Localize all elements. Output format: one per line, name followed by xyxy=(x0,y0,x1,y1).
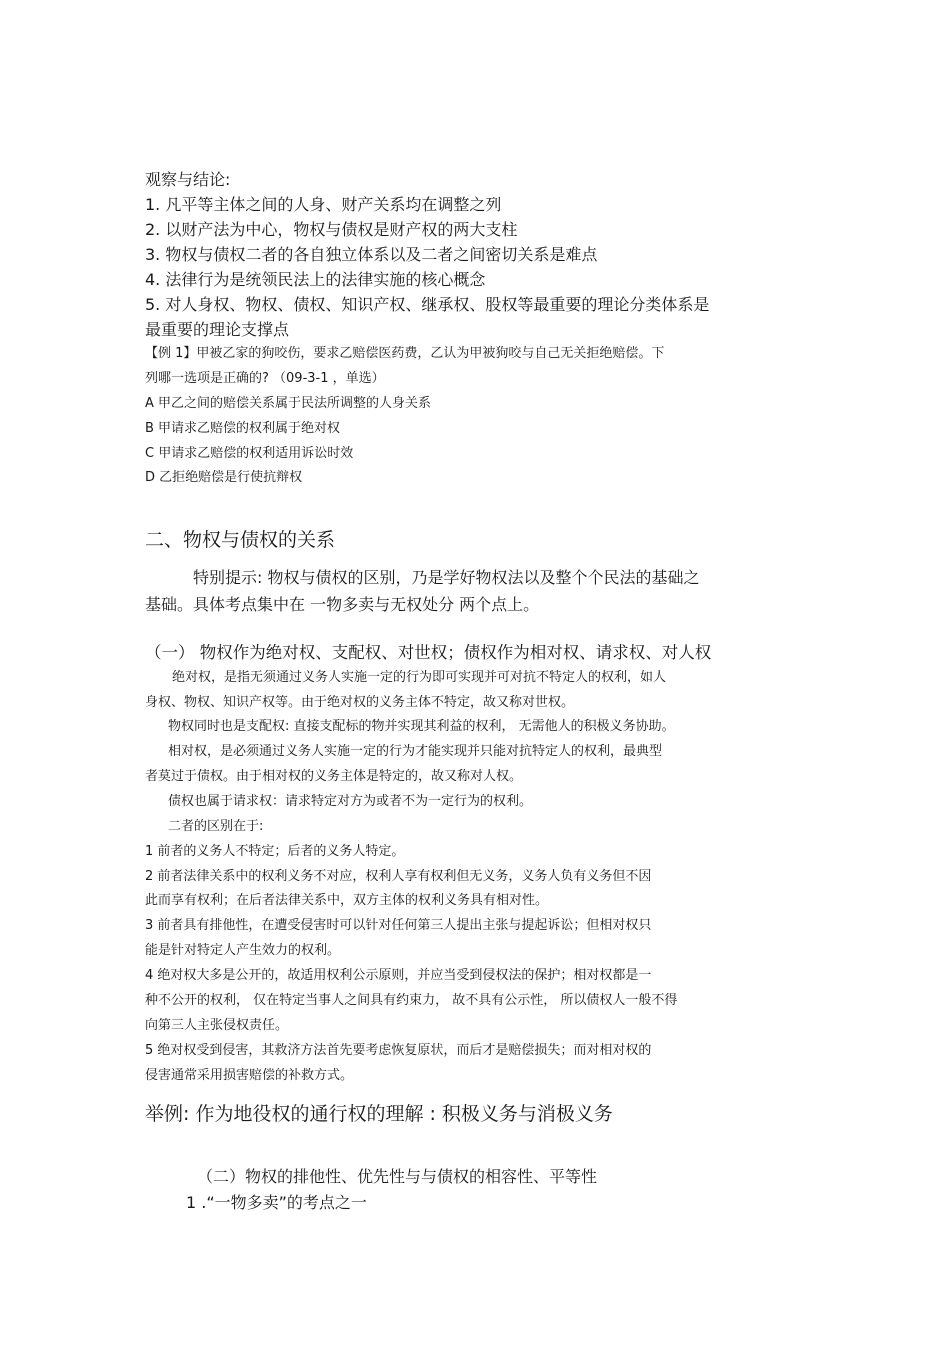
observe-item-2: 2. 以财产法为中心，物权与债权是财产权的两大支柱 xyxy=(145,220,518,239)
part1-heading: （一） 物权作为绝对权、支配权、对世权；债权作为相对权、请求权、对人权 xyxy=(145,643,712,662)
observe-item-3: 3. 物权与债权二者的各自独立体系以及二者之间密切关系是难点 xyxy=(145,245,598,264)
difference-3-cont: 能是针对特定人产生效力的权利。 xyxy=(145,943,341,958)
example1-option-d: D 乙拒绝赔偿是行使抗辩权 xyxy=(145,470,303,485)
difference-4-cont: 种不公开的权利， 仅在特定当事人之间具有约束力， 故不具有公示性， 所以债权人一般不得 xyxy=(145,993,678,1008)
part1-line: 者莫过于债权。由于相对权的义务主体是特定的，故又称对人权。 xyxy=(145,769,523,784)
difference-3: 3 前者具有排他性，在遭受侵害时可以针对任何第三人提出主张与提起诉讼；但相对权只 xyxy=(145,918,652,933)
observe-item-5: 5. 对人身权、物权、债权、知识产权、继承权、股权等最重要的理论分类体系是 xyxy=(145,295,710,314)
part1-line: 物权同时也是支配权: 直接支配标的物并实现其利益的权利， 无需他人的积极义务协助。 xyxy=(168,719,675,734)
tip-line-2: 基础。具体考点集中在 一物多卖与无权处分 两个点上。 xyxy=(145,595,540,614)
example1-option-b: B 甲请求乙赔偿的权利属于绝对权 xyxy=(145,421,341,436)
part1-line: 二者的区别在于: xyxy=(168,819,264,834)
difference-2-cont: 此而享有权利；在后者法律关系中，双方主体的权利义务具有相对性。 xyxy=(145,893,549,908)
observe-item-5-cont: 最重要的理论支撑点 xyxy=(145,320,290,339)
observe-item-4: 4. 法律行为是统领民法上的法律实施的核心概念 xyxy=(145,270,486,289)
part1-line: 相对权，是必须通过义务人实施一定的行为才能实现并只能对抗特定人的权利，最典型 xyxy=(168,744,663,759)
section-title: 二、物权与债权的关系 xyxy=(145,529,336,551)
part1-line: 债权也属于请求权：请求特定对方为或者不为一定行为的权利。 xyxy=(168,794,533,809)
part1-line: 身权、物权、知识产权等。由于绝对权的义务主体不特定，故又称对世权。 xyxy=(145,695,575,710)
difference-2: 2 前者法律关系中的权利义务不对应，权利人享有权利但无义务，义务人负有义务但不因 xyxy=(145,869,652,884)
difference-4-cont: 向第三人主张侵权责任。 xyxy=(145,1018,289,1033)
part1-line: 绝对权，是指无须通过义务人实施一定的行为即可实现并可对抗不特定人的权利，如人 xyxy=(172,670,667,685)
observe-heading: 观察与结论: xyxy=(145,170,231,189)
difference-5-cont: 侵害通常采用损害赔偿的补救方式。 xyxy=(145,1068,354,1083)
difference-1: 1 前者的义务人不特定；后者的义务人特定。 xyxy=(145,844,405,859)
example1-option-a: A 甲乙之间的赔偿关系属于民法所调整的人身关系 xyxy=(145,396,432,411)
difference-5: 5 绝对权受到侵害，其救济方法首先要考虑恢复原状，而后才是赔偿损失；而对相对权的 xyxy=(145,1043,652,1058)
example1-question: 【例 1】甲被乙家的狗咬伤，要求乙赔偿医药费，乙认为甲被狗咬与自己无关拒绝赔偿。下 xyxy=(145,346,665,361)
observe-item-1: 1. 凡平等主体之间的人身、财产关系均在调整之列 xyxy=(145,195,502,214)
example1-question-cont: 列哪一选项是正确的? （09-3-1 ，单选） xyxy=(145,371,385,386)
tip-line-1: 特别提示: 物权与债权的区别，乃是学好物权法以及整个个民法的基础之 xyxy=(193,568,700,587)
example2-heading: 举例: 作为地役权的通行权的理解 : 积极义务与消极义务 xyxy=(145,1103,613,1125)
part2-heading: （二）物权的排他性、优先性与与债权的相容性、平等性 xyxy=(197,1167,598,1186)
difference-4: 4 绝对权大多是公开的，故适用权利公示原则，并应当受到侵权法的保护；相对权都是一 xyxy=(145,968,652,983)
example1-option-c: C 甲请求乙赔偿的权利适用诉讼时效 xyxy=(145,446,354,461)
part2-item-1: 1 .“一物多卖”的考点之一 xyxy=(186,1193,367,1212)
